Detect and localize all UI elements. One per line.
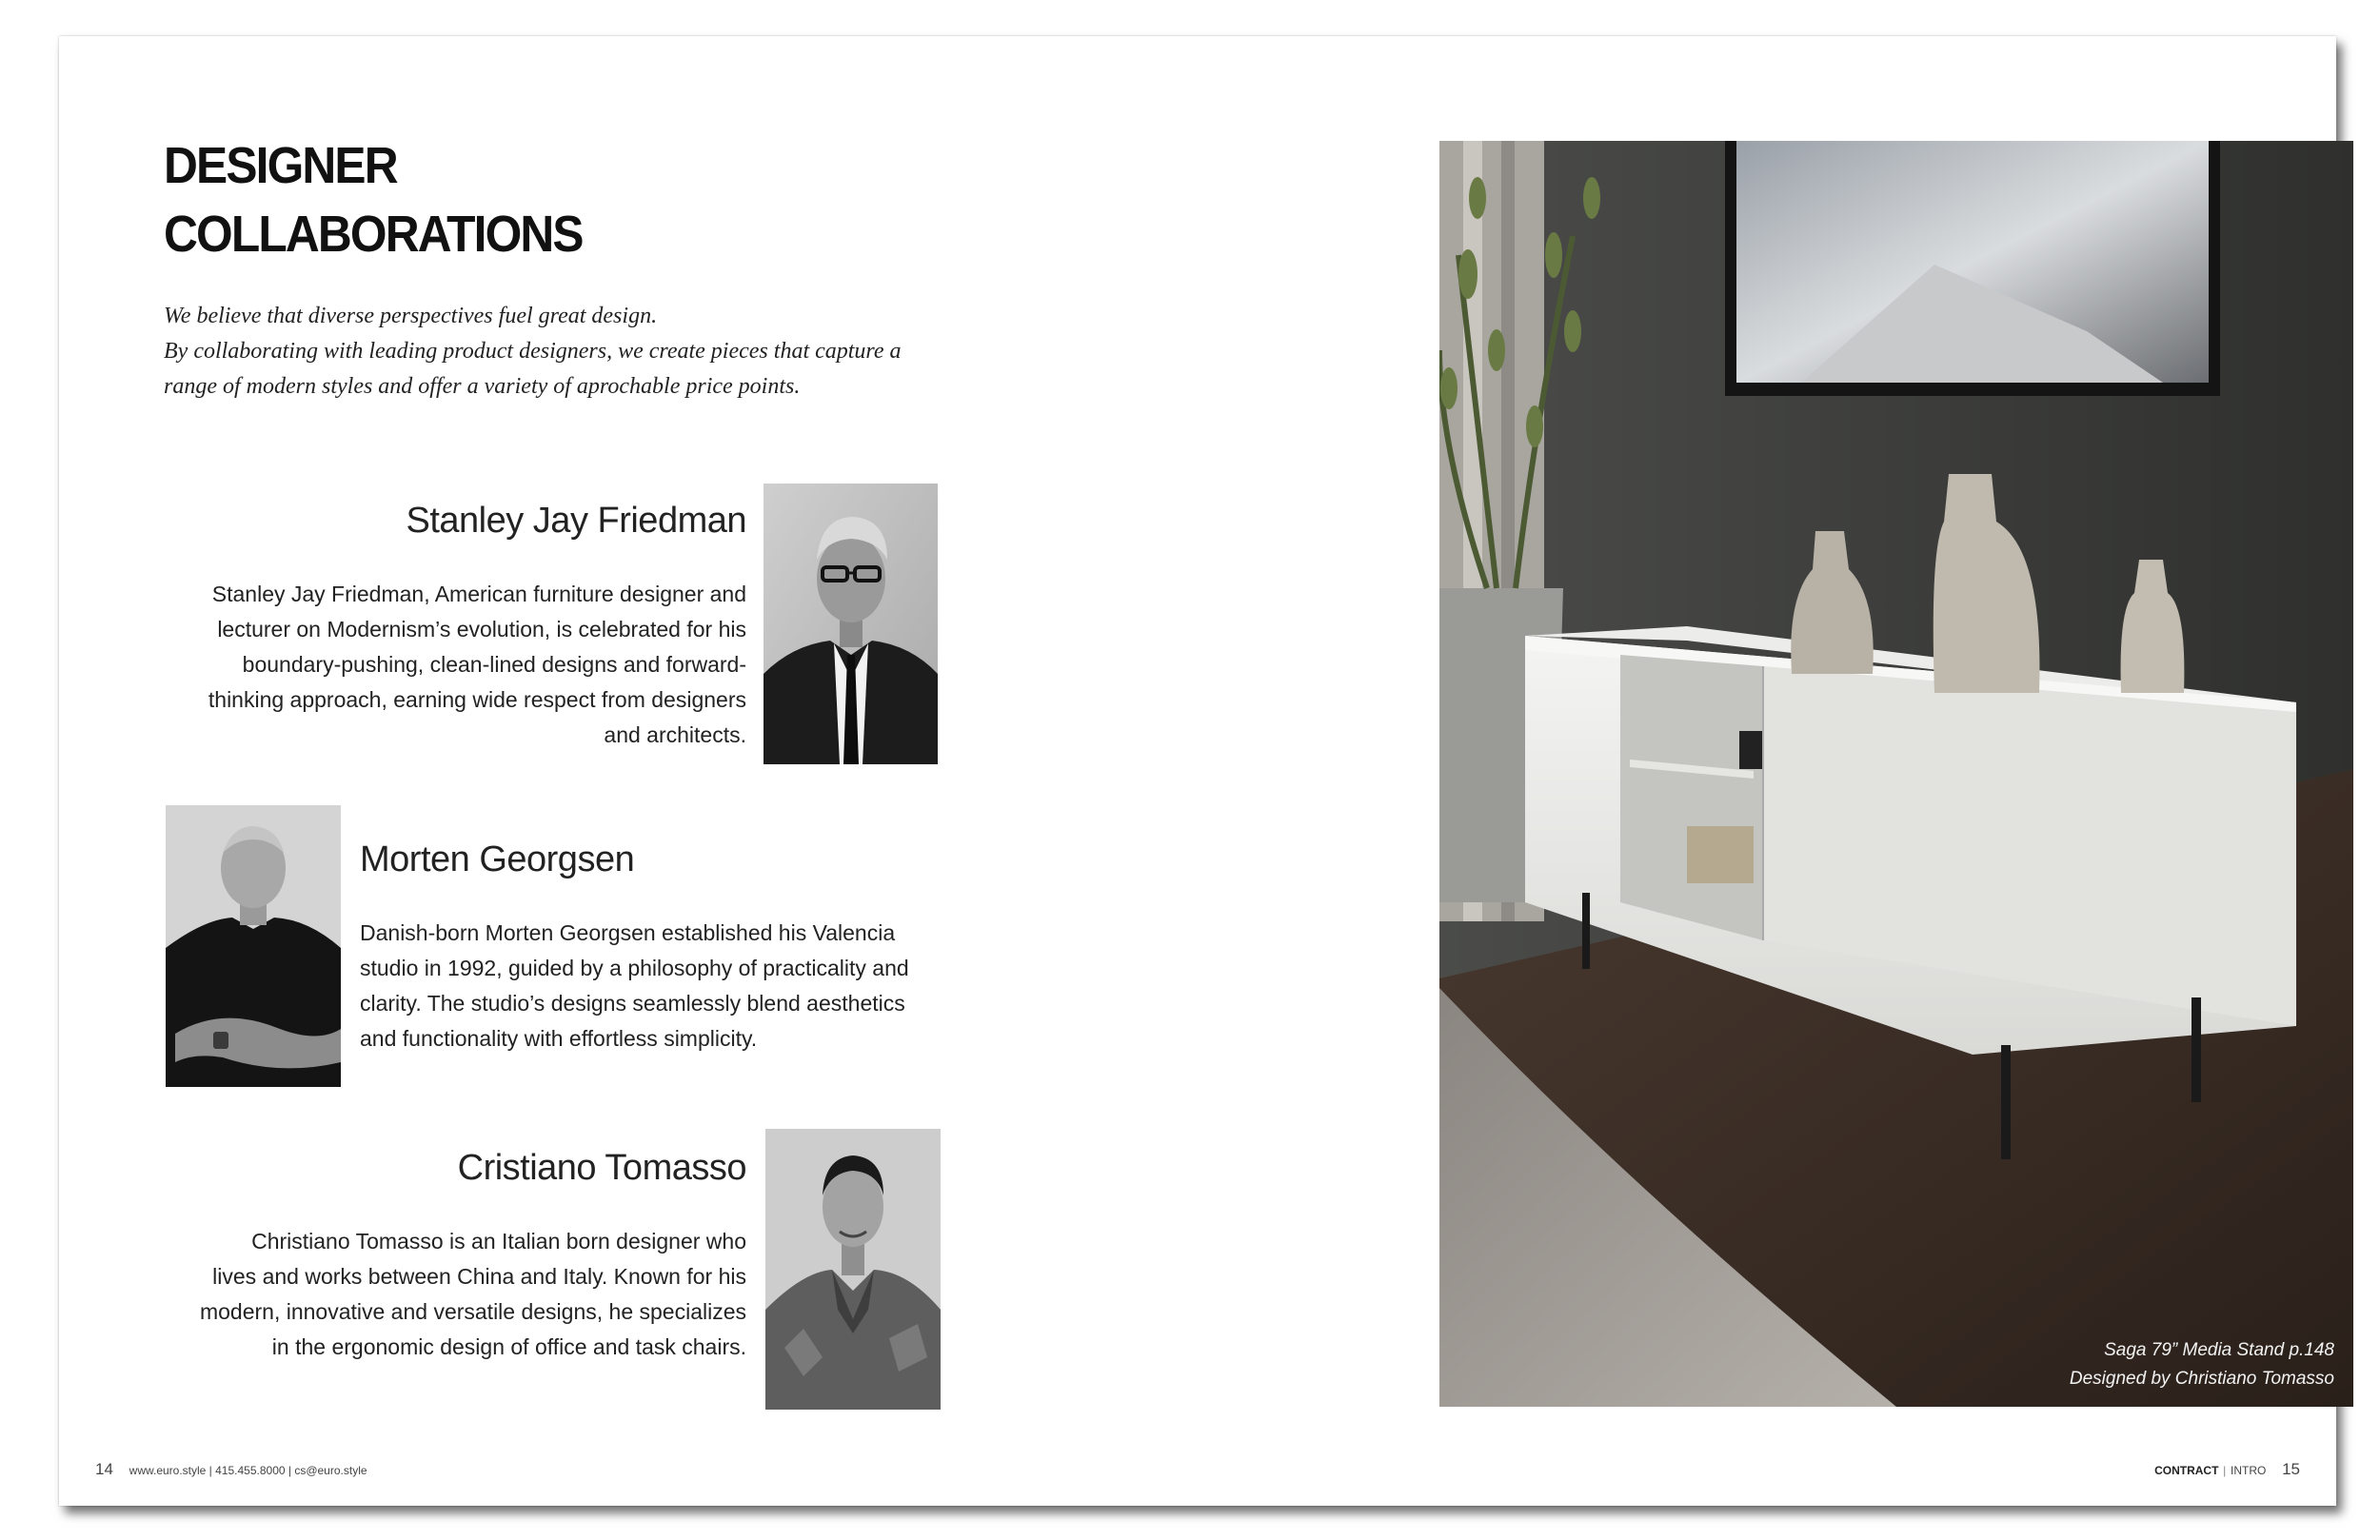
designer-name-stanley: Stanley Jay Friedman: [406, 501, 746, 541]
page-number-right: 15: [2282, 1460, 2300, 1478]
page-title: [164, 131, 777, 268]
bio-line: clarity. The studio’s designs seamlessly blend aesthetics: [360, 991, 905, 1016]
designer-bio-morten: [360, 916, 988, 1056]
bio-line: and architects.: [604, 722, 746, 747]
designer-bio-stanley: [154, 577, 746, 753]
portrait-cristiano-tomasso: [765, 1129, 941, 1410]
caption-line: Saga 79” Media Stand p.148: [2104, 1340, 2334, 1360]
designer-name-morten: Morten Georgsen: [360, 839, 635, 879]
hero-caption: [2070, 1336, 2334, 1393]
bio-line: studio in 1992, guided by a philosophy of practicality and: [360, 956, 909, 980]
bio-line: Stanley Jay Friedman, American furniture designer and: [211, 582, 746, 606]
bio-line: Danish-born Morten Georgsen established his Valencia: [360, 920, 896, 945]
bio-line: lives and works between China and Italy. Known for his: [212, 1264, 746, 1289]
intro-paragraph: [164, 299, 1021, 405]
catalog-spread: [59, 36, 2336, 1506]
footer-left: [95, 1460, 367, 1479]
portrait-photo: [166, 805, 341, 1087]
portrait-photo: [765, 1129, 941, 1410]
bio-line: thinking approach, earning wide respect from designers: [208, 687, 746, 712]
bio-line: boundary-pushing, clean-lined designs and forward-: [242, 652, 746, 677]
title-line: DESIGNER: [164, 137, 397, 194]
intro-line: We believe that diverse perspectives fuel great design.: [164, 304, 658, 328]
media-stand-scene: [1439, 141, 2353, 1407]
portrait-photo: [764, 484, 938, 764]
footer-section: CONTRACT: [2154, 1464, 2219, 1477]
bio-line: Christiano Tomasso is an Italian born designer who: [251, 1229, 746, 1254]
footer-separator: |: [2223, 1464, 2227, 1477]
bio-line: in the ergonomic design of office and task chairs.: [271, 1334, 746, 1359]
intro-line: By collaborating with leading product designers, we create pieces that capture a: [164, 339, 902, 364]
footer-subsection: INTRO: [2231, 1464, 2267, 1477]
caption-line: Designed by Christiano Tomasso: [2069, 1369, 2334, 1389]
bio-line: and functionality with effortless simplicity.: [360, 1026, 758, 1051]
footer-right: [2154, 1460, 2300, 1479]
intro-line: range of modern styles and offer a variety of aprochable price points.: [164, 374, 801, 399]
bio-line: lecturer on Modernism’s evolution, is celebrated for his: [217, 617, 746, 642]
designer-bio-cristiano: [154, 1224, 746, 1365]
hero-product-photo: [1439, 141, 2353, 1407]
bio-line: modern, innovative and versatile designs, he specializes: [199, 1299, 746, 1324]
page-number-left: 14: [95, 1460, 113, 1478]
designer-name-cristiano: Cristiano Tomasso: [457, 1148, 746, 1188]
title-line: COLLABORATIONS: [164, 206, 583, 263]
footer-contact: www.euro.style | 415.455.8000 | cs@euro.style: [129, 1464, 367, 1477]
portrait-stanley-jay-friedman: [764, 484, 938, 764]
portrait-morten-georgsen: [166, 805, 341, 1087]
